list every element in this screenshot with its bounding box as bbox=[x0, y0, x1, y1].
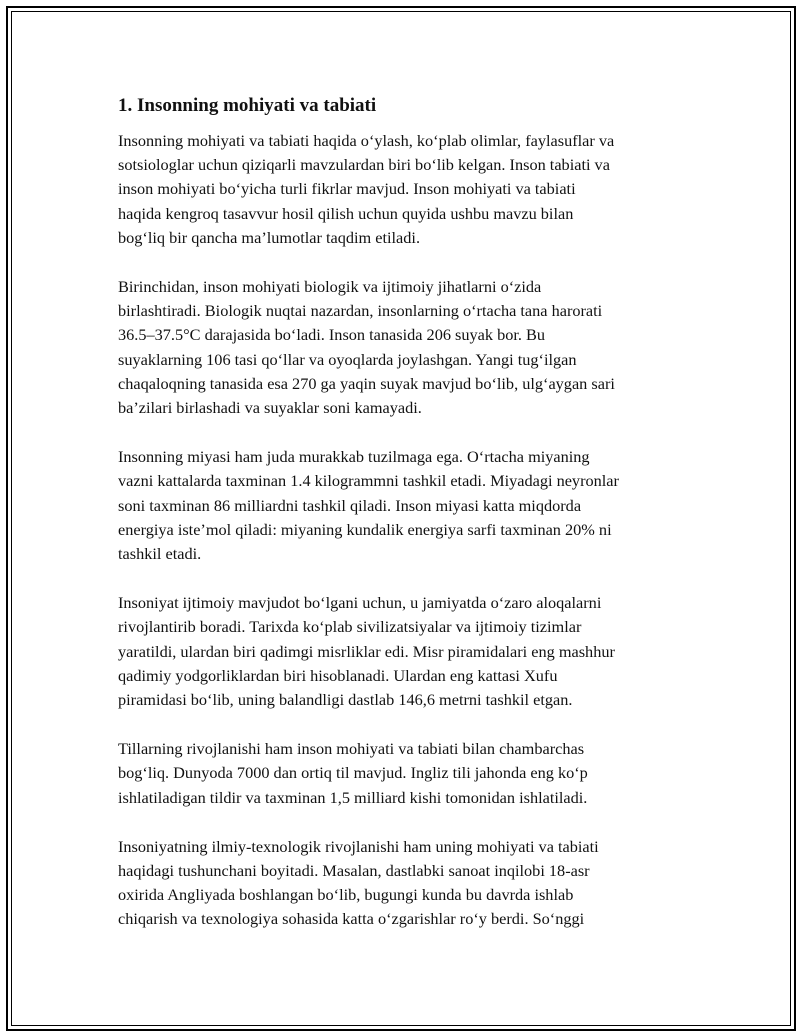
text-line: vazni kattalarda taxminan 1.4 kilogrammni tashkil etadi. Miyadagi neyronlar bbox=[118, 471, 619, 491]
text-line: bog‘liq bir qancha ma’lumotlar taqdim etiladi. bbox=[118, 227, 421, 247]
text-line: Insoniyat ijtimoiy mavjudot bo‘lgani uchun, u jamiyatda o‘zaro aloqalarni bbox=[118, 593, 602, 613]
text-line: energiya iste’mol qiladi: miyaning kundalik energiya sarfi taxminan 20% ni bbox=[118, 519, 612, 539]
text-line: oxirida Angliyada boshlangan bo‘lib, bugungi kunda bu davrda ishlab bbox=[118, 885, 574, 905]
text-line: chaqaloqning tanasida esa 270 ga yaqin suyak mavjud bo‘lib, ulg‘aygan sari bbox=[118, 373, 615, 393]
paragraph bbox=[118, 275, 698, 420]
paragraph bbox=[118, 835, 698, 932]
text-line: piramidasi bo‘lib, uning balandligi dastlab 146,6 metrni tashkil etgan. bbox=[118, 690, 573, 710]
paragraph bbox=[118, 737, 698, 810]
text-line: haqida kengroq tasavvur hosil qilish uchun quyida ushbu mavzu bilan bbox=[118, 203, 574, 223]
text-line: ba’zilari birlashadi va suyaklar soni kamayadi. bbox=[118, 398, 422, 418]
text-line: sotsiologlar uchun qiziqarli mavzulardan biri bo‘lib kelgan. Inson tabiati va bbox=[118, 155, 610, 175]
paragraph bbox=[118, 129, 698, 250]
text-line: soni taxminan 86 milliardni tashkil qiladi. Inson miyasi katta miqdorda bbox=[118, 495, 582, 515]
text-line: Tillarning rivojlanishi ham inson mohiyati va tabiati bilan chambarchas bbox=[118, 739, 585, 759]
text-line: Insonning mohiyati va tabiati haqida o‘ylash, ko‘plab olimlar, faylasuflar va bbox=[118, 131, 615, 150]
text-line: qadimiy yodgorliklardan biri hisoblanadi. Ulardan eng kattasi Xufu bbox=[118, 665, 558, 685]
section-title: 1. Insonning mohiyati va tabiati bbox=[118, 95, 377, 116]
text-line: ishlatiladigan tildir va taxminan 1,5 milliard kishi tomonidan ishlatiladi. bbox=[118, 787, 588, 807]
text-line: Insoniyatning ilmiy-texnologik rivojlanishi ham uning mohiyati va tabiati bbox=[118, 836, 599, 856]
text-line: bog‘liq. Dunyoda 7000 dan ortiq til mavjud. Ingliz tili jahonda eng ko‘p bbox=[118, 763, 588, 783]
text-line: Insonning miyasi ham juda murakkab tuzilmaga ega. O‘rtacha miyaning bbox=[118, 447, 590, 467]
text-line: inson mohiyati bo‘yicha turli fikrlar mavjud. Inson mohiyati va tabiati bbox=[118, 179, 576, 199]
paragraph bbox=[118, 591, 698, 712]
text-line: birlashtiradi. Biologik nuqtai nazardan, insonlarning o‘rtacha tana harorati bbox=[118, 301, 603, 321]
text-line: tashkil etadi. bbox=[118, 544, 202, 564]
text-line: haqidagi tushunchani boyitadi. Masalan, dastlabki sanoat inqilobi 18-asr bbox=[118, 861, 590, 881]
text-line: suyaklarning 106 tasi qo‘llar va oyoqlarda joylashgan. Yangi tug‘ilgan bbox=[118, 349, 577, 369]
paragraph bbox=[118, 445, 698, 566]
document-body bbox=[118, 93, 698, 957]
text-line: Birinchidan, inson mohiyati biologik va ijtimoiy jihatlarni o‘zida bbox=[118, 277, 542, 297]
text-line: yaratildi, ulardan biri qadimgi misrliklar edi. Misr piramidalari eng mashhur bbox=[118, 641, 615, 661]
text-line: 36.5–37.5°C darajasida bo‘ladi. Inson tanasida 206 suyak bor. Bu bbox=[118, 325, 546, 345]
text-line: chiqarish va texnologiya sohasida katta o‘zgarishlar ro‘y berdi. So‘nggi bbox=[118, 909, 585, 929]
text-line: rivojlantirib boradi. Tarixda ko‘plab sivilizatsiyalar va ijtimoiy tizimlar bbox=[118, 617, 582, 637]
